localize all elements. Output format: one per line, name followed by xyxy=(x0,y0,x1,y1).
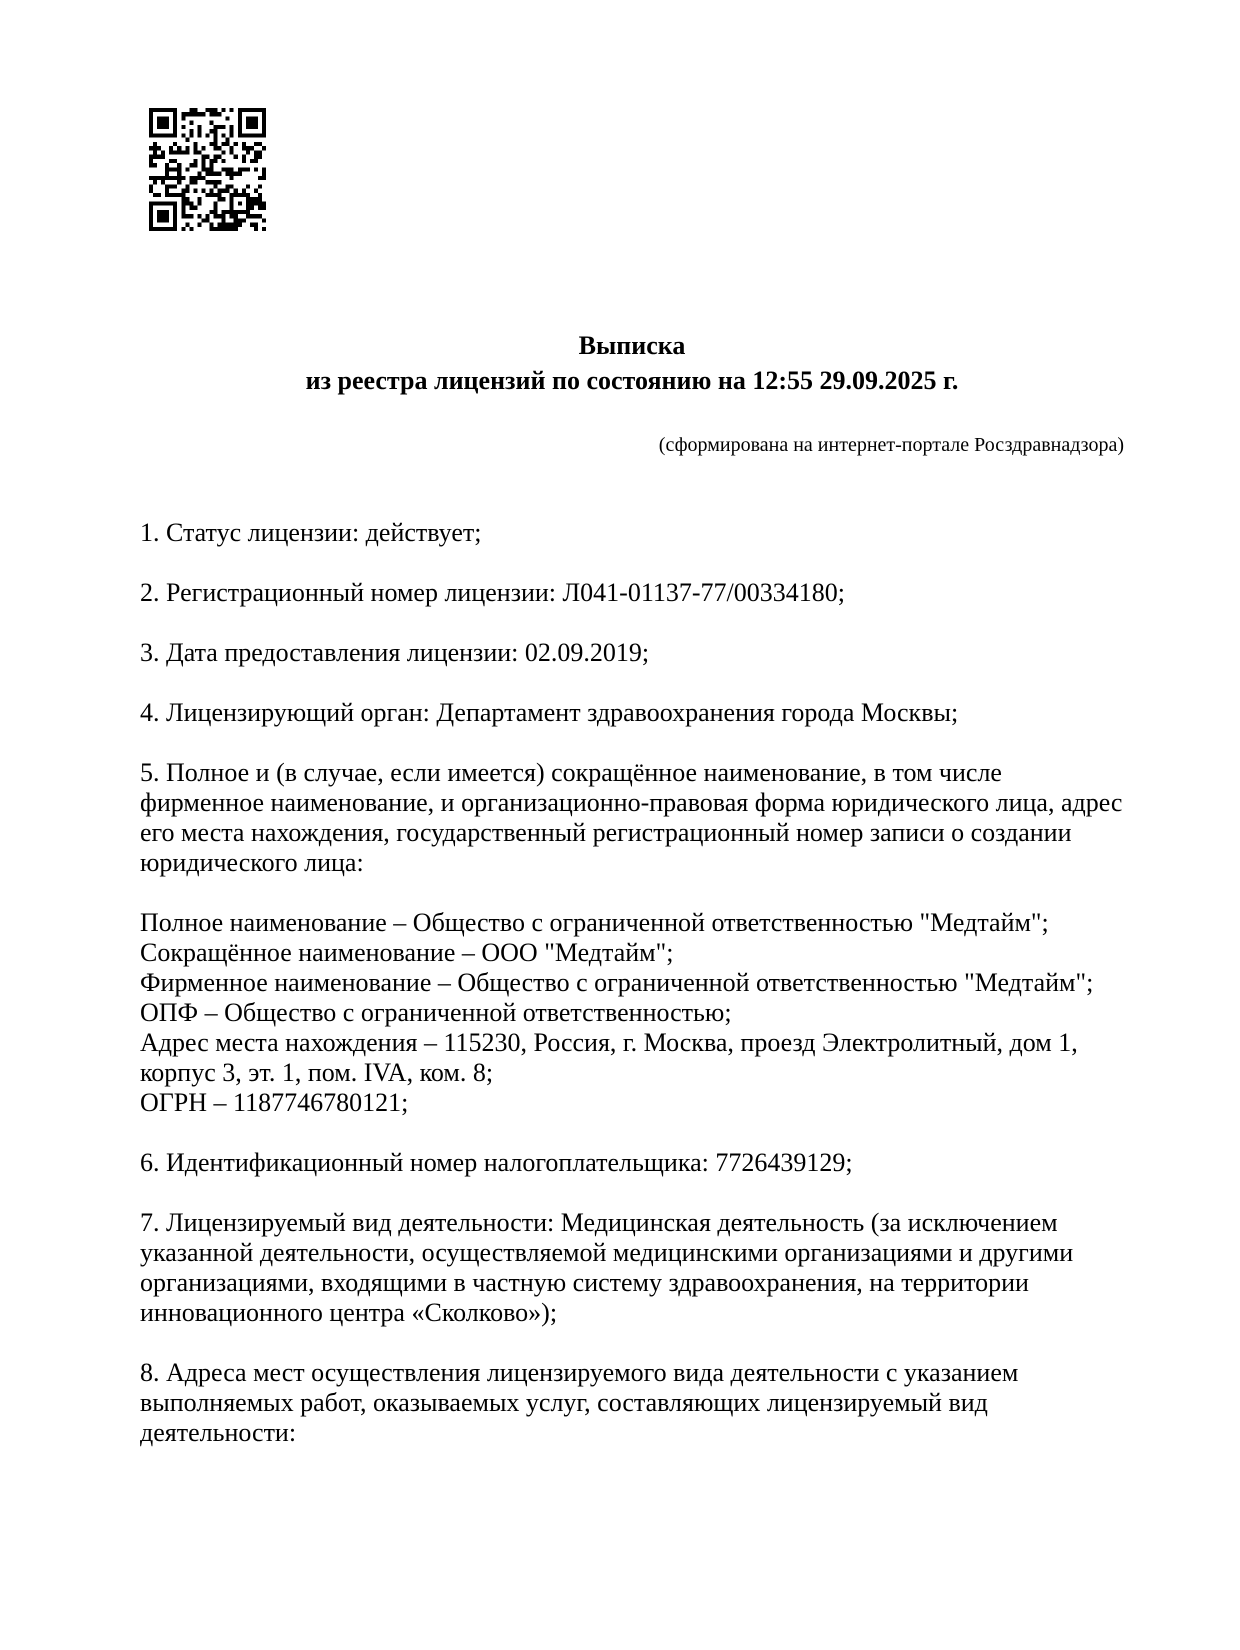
document-content xyxy=(140,328,1124,1478)
entity-brand-name: Фирменное наименование – Общество с ограниченной ответственностью "Медтайм"; xyxy=(140,968,1094,997)
entity-full-name: Полное наименование – Общество с ограниченной ответственностью "Медтайм"; xyxy=(140,908,1049,937)
qr-code-image xyxy=(149,108,266,231)
license-status: 1. Статус лицензии: действует; xyxy=(140,518,482,547)
qr-code-icon xyxy=(149,108,266,231)
licensing-authority: 4. Лицензирующий орган: Департамент здравоохранения города Москвы; xyxy=(140,698,959,727)
entity-legal-form: ОПФ – Общество с ограниченной ответственностью; xyxy=(140,998,732,1027)
entity-details-block xyxy=(140,908,1124,1118)
activity-addresses-intro: 8. Адреса мест осуществления лицензируемого вида деятельности с указанием выполняемых работ, оказываемых услуг, составляющих лицензируемый вид деятельности: xyxy=(140,1358,1019,1447)
licensed-activity-type: 7. Лицензируемый вид деятельности: Медицинская деятельность (за исключением указанной деятельности, осуществляемой медицинскими организациями и другими организациями, входящими в частную систему здравоохранения, на территории инновационного центра «Сколково»); xyxy=(140,1208,1074,1327)
document-title xyxy=(140,328,1124,398)
entity-details-intro: 5. Полное и (в случае, если имеется) сокращённое наименование, в том числе фирменное наименование, и организационно-правовая форма юридического лица, адрес его места нахождения, государственный регистрационный номер записи о создании юридического лица: xyxy=(140,758,1123,877)
license-grant-date: 3. Дата предоставления лицензии: 02.09.2019; xyxy=(140,638,650,667)
license-registration-number: 2. Регистрационный номер лицензии: Л041-01137-77/00334180; xyxy=(140,578,845,607)
entity-short-name: Сокращённое наименование – ООО "Медтайм"; xyxy=(140,938,674,967)
taxpayer-id: 6. Идентификационный номер налогоплательщика: 7726439129; xyxy=(140,1148,853,1177)
entity-address: Адрес места нахождения – 115230, Россия, г. Москва, проезд Электролитный, дом 1, корпус 3, эт. 1, пом. IVA, ком. 8; xyxy=(140,1028,1078,1087)
title-line-2: из реестра лицензий по состоянию на 12:55 29.09.2025 г. xyxy=(305,366,959,395)
entity-ogrn: ОГРН – 1187746780121; xyxy=(140,1088,409,1117)
document-subtitle: (сформирована на интернет-портале Росздравнадзора) xyxy=(658,434,1124,456)
title-line-1: Выписка xyxy=(578,331,686,360)
